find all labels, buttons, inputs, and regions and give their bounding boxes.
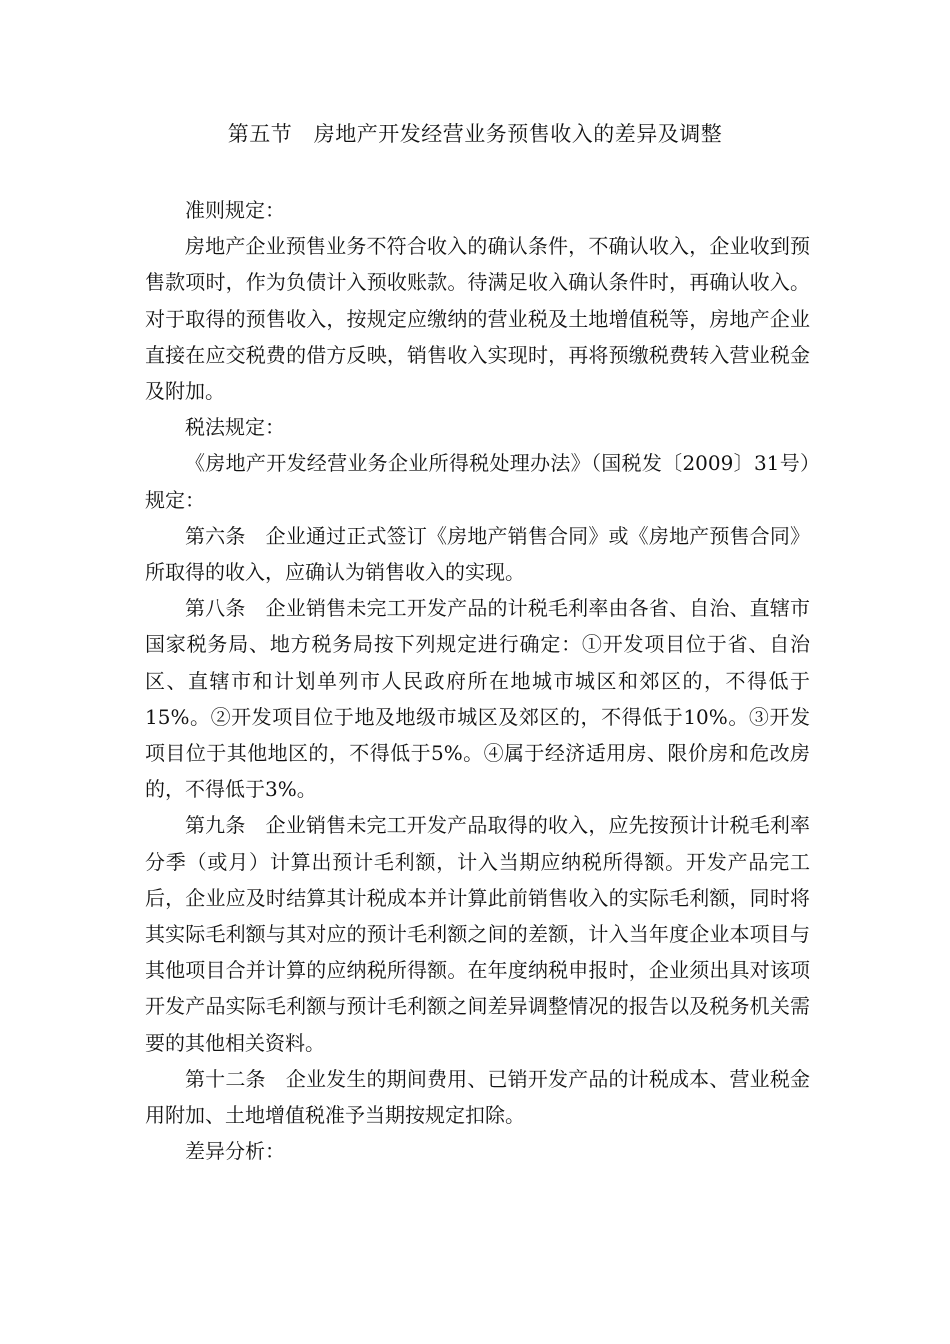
paragraph-article-12: 第十二条 企业发生的期间费用、已销开发产品的计税成本、营业税金用附加、土地增值税准予当期按规定扣除。 [145, 1066, 810, 1128]
paragraph-tax-heading: 税法规定： [185, 415, 285, 440]
paragraph-article-6: 第六条 企业通过正式签订《房地产销售合同》或《房地产预售合同》所取得的收入，应确认为销售收入的实现。 [145, 523, 810, 585]
section-title: 第五节 房地产开发经营业务预售收入的差异及调整 [227, 122, 723, 146]
document-body [145, 192, 810, 1169]
paragraph-article-9: 第九条 企业销售未完工开发产品取得的收入，应先按预计计税毛利率分季（或月）计算出预计毛利额，计入当期应纳税所得额。开发产品完工后，企业应及时结算其计税成本并计算此前销售收入的实际毛利额，同时将其实际毛利额与其对应的预计毛利额之间的差额，计入当年度企业本项目与其他项目合并计算的应纳税所得额。在年度纳税申报时，企业须出具对该项开发产品实际毛利额与预计毛利额之间差异调整情况的报告以及税务机关需要的其他相关资料。 [145, 813, 810, 1055]
paragraph-tax-document: 《房地产开发经营业务企业所得税处理办法》（国税发〔2009〕31号）规定： [145, 451, 810, 512]
paragraph-article-8: 第八条 企业销售未完工开发产品的计税毛利率由各省、自治、直辖市国家税务局、地方税务局按下列规定进行确定：①开发项目位于省、自治区、直辖市和计划单列市人民政府所在地城市城区和郊区的，不得低于15%。②开发项目位于地及地级市城区及郊区的，不得低于10%。③开发项目位于其他地区的，不得低于5%。④属于经济适用房、限价房和危改房的，不得低于3%。 [145, 596, 810, 802]
paragraph-accounting-heading: 准则规定： [185, 198, 285, 222]
paragraph-difference-heading: 差异分析： [185, 1139, 285, 1164]
paragraph-accounting-rule: 房地产企业预售业务不符合收入的确认条件，不确认收入，企业收到预售款项时，作为负债计入预收账款。待满足收入确认条件时，再确认收入。对于取得的预售收入，按规定应缴纳的营业税及土地增值税等，房地产企业直接在应交税费的借方反映，销售收入实现时，再将预缴税费转入营业税金及附加。 [145, 234, 810, 404]
